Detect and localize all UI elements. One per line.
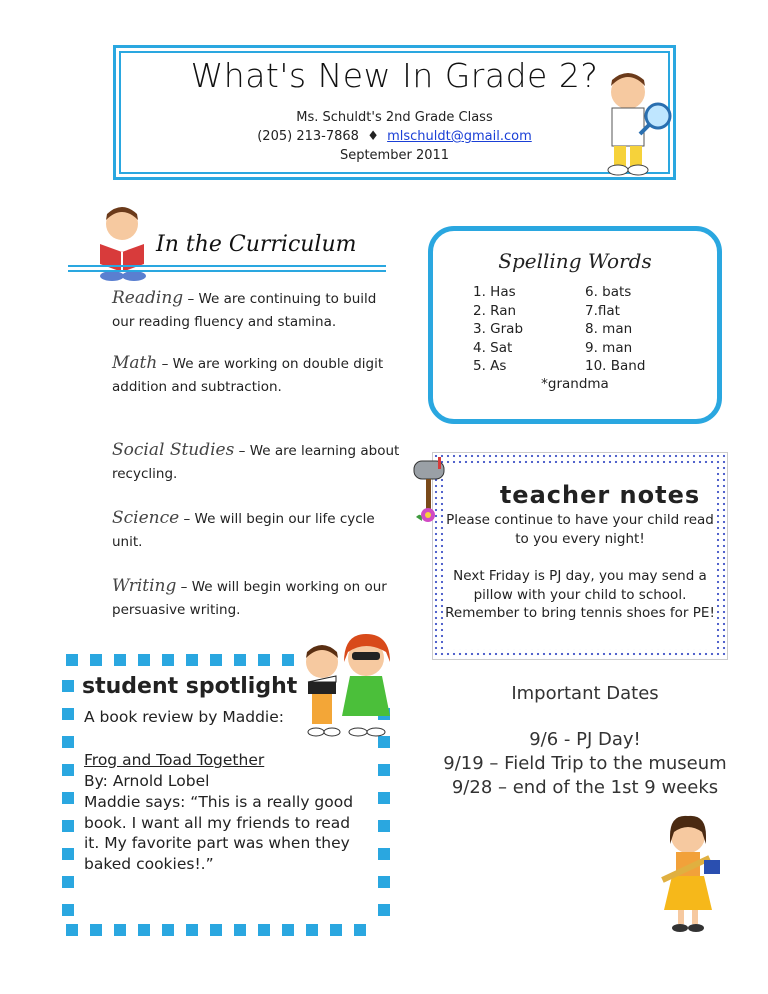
border-dash xyxy=(378,792,390,804)
border-dash xyxy=(62,764,74,776)
dates-title: Important Dates xyxy=(511,683,659,704)
border-dash xyxy=(330,924,342,936)
border-dash xyxy=(114,654,126,666)
date-item: 9/6 - PJ Day! xyxy=(529,729,641,750)
teacher-note-2: Next Friday is PJ day, you may send a pillow with your child to school. Remember to bring tennis shoes for PE! xyxy=(445,568,715,621)
border-dash xyxy=(378,876,390,888)
border-dash xyxy=(138,654,150,666)
teacher-notes-title: teacher notes xyxy=(499,481,701,509)
subject-label: Math xyxy=(112,353,158,373)
subject-social-studies: Social Studies – We are learning about recycling. xyxy=(112,440,400,482)
contact-line xyxy=(116,129,673,144)
spelling-word: 1. Has xyxy=(473,284,516,300)
mailbox-flower-icon xyxy=(408,455,452,527)
subject-science: Science – We will begin our life cycle unit. xyxy=(112,508,375,550)
border-dash xyxy=(282,654,294,666)
border-dash xyxy=(282,924,294,936)
spotlight-title: student spotlight xyxy=(82,674,298,699)
border-dash xyxy=(354,924,366,936)
kids-spotlight-clipart-icon xyxy=(300,632,400,740)
spotlight-subtitle: A book review by Maddie: xyxy=(84,708,284,726)
subject-label: Reading xyxy=(112,288,184,308)
subject-math: Math – We are working on double digit addition and subtraction. xyxy=(112,353,384,395)
spelling-word: 3. Grab xyxy=(473,321,524,337)
bonus-word: *grandma xyxy=(541,376,609,392)
spelling-title: Spelling Words xyxy=(498,249,652,273)
book-review: Maddie says: “This is a really good book. I want all my friends to read it. My favorite part was when they baked cookies!.” xyxy=(84,793,354,873)
spelling-word: 5. As xyxy=(473,358,507,374)
border-dash xyxy=(138,924,150,936)
curriculum-rule xyxy=(68,265,386,267)
curriculum-title: In the Curriculum xyxy=(156,232,357,257)
subject-text: We will begin working on our persuasive writing. xyxy=(112,579,387,618)
date-item: 9/19 – Field Trip to the museum xyxy=(443,753,727,774)
border-dash xyxy=(378,820,390,832)
border-dash xyxy=(162,654,174,666)
important-dates xyxy=(420,682,750,800)
spelling-list-left xyxy=(473,283,523,376)
spelling-word: 7.flat xyxy=(585,302,620,319)
border-dash xyxy=(258,924,270,936)
spelling-word: 6. bats xyxy=(585,284,632,300)
border-dash xyxy=(378,764,390,776)
spelling-word: 2. Ran xyxy=(473,302,517,319)
border-dash xyxy=(90,654,102,666)
border-dash xyxy=(258,654,270,666)
subject-reading: Reading – We are continuing to build our reading fluency and stamina. xyxy=(112,288,377,330)
boy-magnifier-clipart-icon xyxy=(594,66,674,178)
email-link[interactable]: mlschuldt@gmail.com xyxy=(387,129,532,144)
border-dash xyxy=(62,792,74,804)
subject-text: We are learning about recycling. xyxy=(112,443,400,482)
border-dash xyxy=(234,924,246,936)
border-dash xyxy=(62,708,74,720)
issue-date: September 2011 xyxy=(339,148,450,163)
subject-label: Writing xyxy=(112,576,177,596)
spelling-word: 8. man xyxy=(585,321,633,337)
subject-label: Social Studies xyxy=(112,440,235,460)
spelling-word: 4. Sat xyxy=(473,339,513,356)
subject-text: We are continuing to build our reading fluency and stamina. xyxy=(112,291,377,330)
subject-writing: Writing – We will begin working on our persuasive writing. xyxy=(112,576,387,618)
border-dash xyxy=(234,654,246,666)
border-dash xyxy=(62,904,74,916)
border-dash xyxy=(66,654,78,666)
border-dash xyxy=(306,924,318,936)
girl-ruler-clipart-icon xyxy=(654,814,726,936)
separator-diamond: ♦ xyxy=(367,129,379,144)
subject-label: Science xyxy=(112,508,180,528)
spelling-word: 10. Band xyxy=(585,358,646,374)
spelling-words-box xyxy=(428,226,722,424)
subject-text: We will begin our life cycle unit. xyxy=(112,511,375,550)
teacher-notes-box xyxy=(432,452,728,660)
teacher-notes-inner xyxy=(443,463,717,649)
border-dash xyxy=(62,736,74,748)
border-dash xyxy=(62,876,74,888)
border-dash xyxy=(114,924,126,936)
border-dash xyxy=(90,924,102,936)
border-dash xyxy=(162,924,174,936)
border-dash xyxy=(62,848,74,860)
curriculum-rule-2 xyxy=(68,270,386,272)
border-dash xyxy=(186,654,198,666)
newsletter-header xyxy=(113,45,676,180)
border-dash xyxy=(62,820,74,832)
border-dash xyxy=(186,924,198,936)
border-dash xyxy=(210,654,222,666)
book-title: Frog and Toad Together xyxy=(84,751,265,769)
class-name: Ms. Schuldt's 2nd Grade Class xyxy=(296,110,493,125)
spelling-list-right xyxy=(585,283,645,376)
border-dash xyxy=(378,904,390,916)
phone: (205) 213-7868 xyxy=(257,129,359,144)
date-item: 9/28 – end of the 1st 9 weeks xyxy=(451,777,719,798)
teacher-note-1: Please continue to have your child read to you every night! xyxy=(446,512,714,547)
spelling-word: 9. man xyxy=(585,339,633,356)
newsletter-title: What's New In Grade 2? xyxy=(190,56,599,95)
border-dash xyxy=(66,924,78,936)
border-dash xyxy=(62,680,74,692)
border-dash xyxy=(210,924,222,936)
subject-text: We are working on double digit addition and subtraction. xyxy=(112,356,384,395)
book-author: By: Arnold Lobel xyxy=(84,772,210,790)
border-dash xyxy=(378,848,390,860)
